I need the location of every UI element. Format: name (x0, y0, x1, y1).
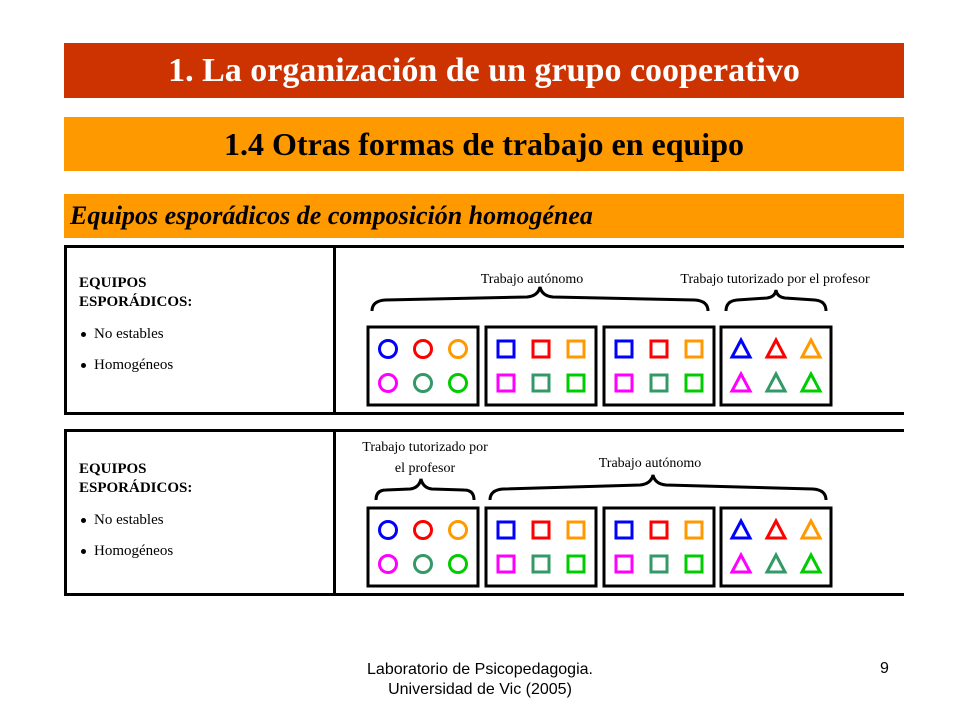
footer (280, 660, 680, 700)
circle-icon (415, 522, 432, 539)
circle-icon (380, 556, 397, 573)
panel-1-bullet-text: Homogéneos (94, 357, 174, 373)
panel-2-bullet-text: No estables (94, 512, 164, 528)
square-icon (686, 522, 702, 538)
panel-2-heading-line2: ESPORÁDICOS: (79, 480, 193, 496)
circle-icon (450, 556, 467, 573)
team-box (486, 508, 596, 586)
circle-icon (380, 522, 397, 539)
triangle-icon (767, 555, 785, 572)
square-icon (568, 341, 584, 357)
circle-icon (415, 375, 432, 392)
panel-1-brace-tutored (726, 290, 826, 311)
panel-1-heading-line1: EQUIPOS (79, 275, 147, 291)
square-icon (533, 341, 549, 357)
panel-2-label-tutored-line1: Trabajo tutorizado por (362, 440, 488, 455)
triangle-icon (802, 374, 820, 391)
panel-1-label-autonomous: Trabajo autónomo (480, 272, 584, 287)
circle-icon (415, 341, 432, 358)
circle-icon (450, 341, 467, 358)
square-icon (533, 556, 549, 572)
triangle-icon (732, 521, 750, 538)
triangle-icon (732, 555, 750, 572)
panel-2-heading-line1: EQUIPOS (79, 461, 147, 477)
square-icon (651, 556, 667, 572)
triangle-icon (767, 374, 785, 391)
square-icon (533, 522, 549, 538)
square-icon (616, 556, 632, 572)
panel-2-bullet-text: Homogéneos (94, 543, 174, 559)
triangle-icon (767, 340, 785, 357)
square-icon (651, 522, 667, 538)
square-icon (686, 556, 702, 572)
square-icon (616, 341, 632, 357)
square-icon (686, 341, 702, 357)
panel-2-label-tutored-line2: el profesor (394, 461, 456, 476)
slide-title: 1. La organización de un grupo cooperativo (168, 52, 800, 89)
square-icon (568, 522, 584, 538)
team-box (368, 508, 478, 586)
square-icon (651, 375, 667, 391)
page-number: 9 (880, 660, 889, 677)
panel-1-brace-autonomous (372, 287, 708, 311)
panel-1-heading-line2: ESPORÁDICOS: (79, 294, 193, 310)
team-box (368, 327, 478, 405)
triangle-icon (732, 340, 750, 357)
panel-2-brace-autonomous (490, 475, 826, 500)
square-icon (568, 375, 584, 391)
circle-icon (450, 375, 467, 392)
triangle-icon (802, 555, 820, 572)
triangle-icon (732, 374, 750, 391)
team-box (486, 327, 596, 405)
panel-2-teams (368, 508, 831, 586)
circle-icon (380, 375, 397, 392)
triangle-icon (767, 521, 785, 538)
panel-1-bullet-text: No estables (94, 326, 164, 342)
panel-1-label-tutored: Trabajo tutorizado por el profesor (680, 272, 870, 287)
panel-2-label-autonomous: Trabajo autónomo (598, 456, 702, 471)
square-icon (533, 375, 549, 391)
circle-icon (415, 556, 432, 573)
square-icon (498, 341, 514, 357)
footer-line1: Laboratorio de Psicopedagogia. (367, 661, 593, 678)
square-icon (498, 556, 514, 572)
circle-icon (450, 522, 467, 539)
triangle-icon (802, 521, 820, 538)
team-box (604, 508, 714, 586)
square-icon (651, 341, 667, 357)
triangle-icon (802, 340, 820, 357)
panel-1-teams (368, 327, 831, 405)
circle-icon (380, 341, 397, 358)
square-icon (616, 375, 632, 391)
square-icon (498, 522, 514, 538)
footer-line2: Universidad de Vic (2005) (388, 681, 572, 698)
square-icon (498, 375, 514, 391)
panel-2-brace-tutored (376, 479, 474, 500)
square-icon (686, 375, 702, 391)
square-icon (616, 522, 632, 538)
section-heading: Equipos esporádicos de composición homogénea (70, 201, 593, 230)
slide-subtitle: 1.4 Otras formas de trabajo en equipo (224, 126, 744, 162)
square-icon (568, 556, 584, 572)
team-box (604, 327, 714, 405)
